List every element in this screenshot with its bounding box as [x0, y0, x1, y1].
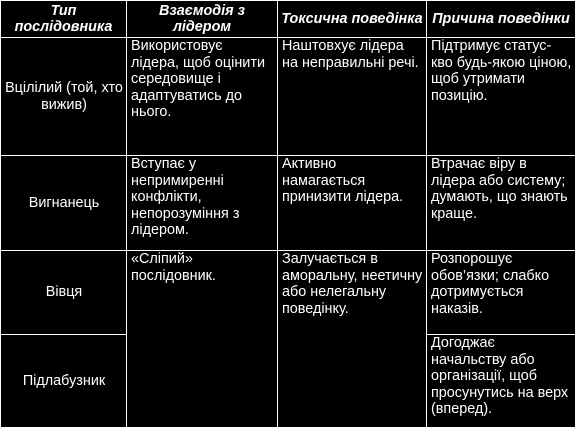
- cell-follower-type: Вівця: [1, 251, 127, 335]
- header-behavior-reason: Причина поведінки: [427, 1, 575, 38]
- cell-follower-type: Вцілілий (той, хто вижив): [1, 38, 127, 156]
- cell-interaction: Використовує лідера, щоб оцінити середовище і адаптуватись до нього.: [127, 38, 278, 156]
- header-toxic-behavior: Токсична поведінка: [278, 1, 427, 38]
- header-follower-type: Тип послідовника: [1, 1, 127, 38]
- table-row: [1, 251, 575, 335]
- cell-reason: Розпорошує обов’язки; слабко дотримується наказів.: [427, 251, 575, 335]
- table-row: [1, 38, 575, 156]
- cell-reason: Догоджає начальству або організації, щоб просунутись на верх (вперед).: [427, 335, 575, 428]
- cell-follower-type: Підлабузник: [1, 335, 127, 428]
- cell-follower-type: Вигнанець: [1, 156, 127, 251]
- cell-interaction: Вступає у непримиренні конфлікти, непорозуміння з лідером.: [127, 156, 278, 251]
- cell-toxic-behavior: Активно намагається принизити лідера.: [278, 156, 427, 251]
- table-header-row: [1, 1, 575, 38]
- cell-interaction: «Сліпий» послідовник.: [127, 251, 278, 428]
- cell-reason: Втрачає віру в лідера або систему; думають, що знають краще.: [427, 156, 575, 251]
- header-interaction-with-leader: Взаємодія з лідером: [127, 1, 278, 38]
- cell-reason: Підтримує статус-кво будь-якою ціною, щоб утримати позицію.: [427, 38, 575, 156]
- cell-toxic-behavior: Залучається в аморальну, неетичну або нелегальну поведінку.: [278, 251, 427, 428]
- table-row: [1, 156, 575, 251]
- cell-toxic-behavior: Наштовхує лідера на неправильні речі.: [278, 38, 427, 156]
